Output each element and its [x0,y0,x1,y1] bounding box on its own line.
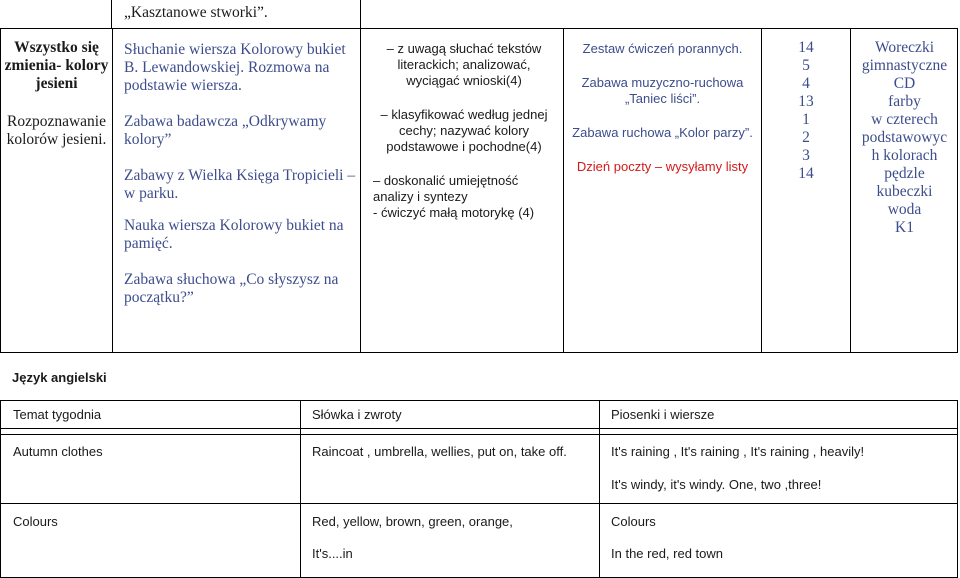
curriculum-number: 3 [802,147,810,164]
row-song: In the red, red town [611,546,724,561]
activities-cell [113,29,359,352]
col-divider [300,401,301,577]
curriculum-number: 1 [802,111,810,128]
row-song: Colours [611,514,656,529]
goal-1: – z uwagą słuchać tekstów literackich; analizować, wyciągać wnioski(4) [386,41,542,88]
goal-3a: – doskonalić umiejętność analizy i syntezy [373,173,519,204]
activity-2: Zabawa badawcza „Odkrywamy kolory” [124,113,327,148]
material-item: w czterech [871,111,938,128]
lesson-plan-table [0,28,958,353]
activity-3: Zabawy z Wielka Księga Tropicieli – w parku. [124,167,356,202]
row-divider [1,428,957,429]
goal-2: – klasyfikować według jednej cechy; nazywać kolory podstawowe i pochodne(4) [380,107,548,154]
english-section-heading: Język angielski [12,370,107,385]
material-item: kubeczki [876,183,933,200]
curriculum-number: 14 [798,165,814,182]
row-vocab: It's....in [312,546,353,561]
material-item: pędzle [884,165,925,182]
material-item: podstawowyc [861,129,948,146]
row-song: It's windy, it's windy. One, two ,three! [611,477,822,492]
row-vocab: Raincoat , umbrella, wellies, put on, take off. [312,444,567,459]
activity-1: Słuchanie wiersza Kolorowy bukiet B. Lewandowskiej. Rozmowa na podstawie wiersza. [124,41,346,94]
header-songs: Piosenki i wierszе [611,407,715,422]
header-vocab: Słówka i zwroty [312,407,402,422]
curriculum-number: 4 [802,75,810,92]
other-1: Zestaw ćwiczeń porannych. [582,41,743,56]
row-topic: Autumn clothes [13,444,103,459]
materials-cell [851,29,958,352]
week-topic: Wszystko się zmienia- kolory jesieni [4,39,109,92]
curriculum-number: 5 [802,57,810,74]
curriculum-number: 2 [802,129,810,146]
row-vocab: Red, yellow, brown, green, orange, [312,514,513,529]
row-divider [1,434,957,435]
row-topic: Colours [13,514,58,529]
curriculum-number: 13 [798,93,814,110]
fragment-text: „Kasztanowe stworki”. [124,4,268,21]
goals-cell [361,29,563,352]
col-divider [599,401,600,577]
curriculum-numbers-cell [762,29,850,352]
other-2: Zabawa muzyczno-ruchowa „Taniec liści”. [581,75,744,106]
goal-3b: - ćwiczyć małą motorykę (4) [373,205,535,220]
activity-5: Zabawa słuchowa „Co słyszysz na początku?” [124,271,339,306]
material-item: h kolorach [871,147,938,164]
other-activities-cell [564,29,761,352]
header-topic: Temat tygodnia [13,407,102,422]
material-item: gimnastyczne [861,57,948,74]
topic-cell [1,29,112,352]
row-song: It's raining , It's raining , It's raining , heavily! [611,444,865,459]
material-item: K1 [895,219,914,236]
material-item: Woreczki [875,39,934,56]
material-item: woda [887,201,922,218]
activity-4: Nauka wiersza Kolorowy bukiet na pamięć. [124,217,344,252]
other-4: Dzień poczty – wysyłamy listy [576,159,749,174]
other-3: Zabawa ruchowa „Kolor parzy”. [572,125,753,140]
curriculum-number: 14 [798,39,814,56]
row-divider [1,503,957,504]
material-item: CD [893,75,916,92]
day-topic: Rozpoznawanie kolorów jesieni. [6,113,107,148]
material-item: farby [888,93,921,110]
english-table [0,400,958,578]
previous-row-fragment [111,0,361,28]
